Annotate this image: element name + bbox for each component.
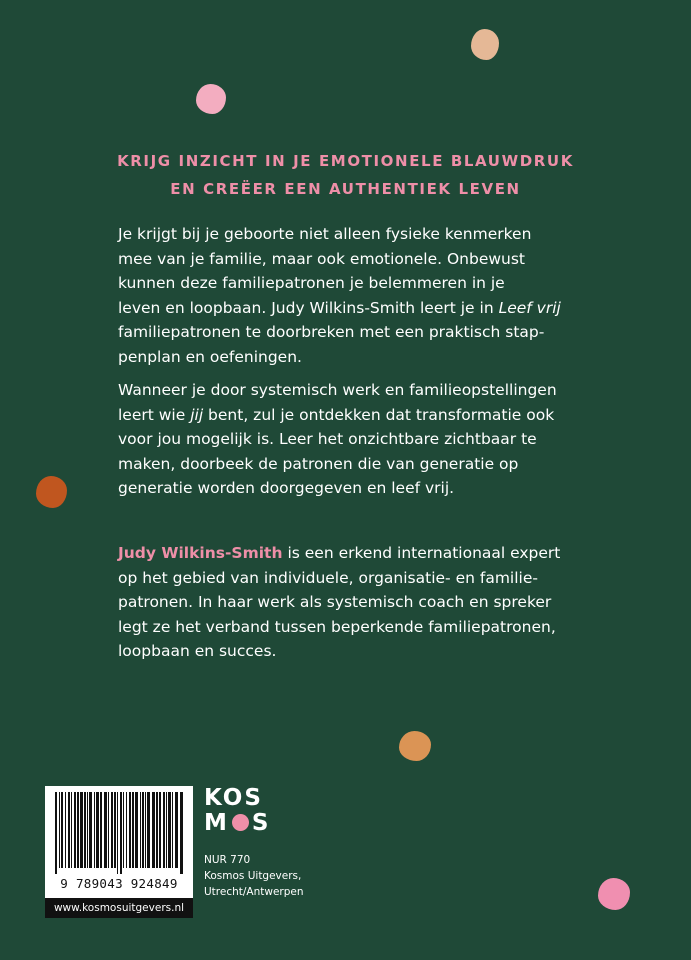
book-title-italic: Leef vrij [498,298,561,317]
barcode-bar [126,792,127,868]
barcode-bar [132,792,134,868]
blurb-1-line-4-text: leven en loopbaan. Judy Wilkins-Smith leert je in [118,298,499,317]
bio-line-2: op het gebied van individuele, organisatie- en familie- [118,568,538,587]
bio-line-1-rest: is een erkend internationaal expert [282,544,561,562]
blurb-1-line-4 [118,296,588,321]
barcode-bar [142,792,144,868]
barcode-bar [123,792,124,868]
blurb-2-line-2 [118,403,588,428]
blurb-2-italic-jij: jij [190,405,204,424]
barcode-bar [104,792,107,868]
bio-line-3: patronen. In haar werk als systemisch coach en spreker [118,593,552,611]
publisher-info [204,852,304,900]
nur-code: NUR 770 [204,854,251,866]
logo-line-2-m: M [204,810,229,836]
barcode-bar [156,792,158,868]
barcode-bar [94,792,95,868]
barcode-bar [168,792,171,868]
publisher-name: Kosmos Uitgevers, [204,870,302,882]
blurb-2-line-2-a: leert wie [118,405,191,424]
barcode-bar [59,792,60,868]
barcode-bar [117,792,118,874]
logo-dot-icon [232,814,249,831]
tagline-line-2: EN CREËER EEN AUTHENTIEK LEVEN [170,180,521,198]
logo-line-2 [204,811,270,836]
tagline [0,147,691,203]
barcode-bar [166,792,167,868]
barcode-bar [55,792,57,874]
pink-dot-decoration [196,84,226,114]
blurb-2-line-5: generatie worden doorgegeven en leef vrij. [118,479,455,497]
barcode-bar [84,792,86,868]
barcode-bar [163,792,165,868]
blurb-2-line-2-b: bent, zul je ontdekken dat transformatie ook [203,405,555,424]
logo-line-2-s: S [251,810,271,836]
barcode-bar [65,792,66,868]
barcode-bar [96,792,99,868]
barcode-bar [159,792,161,868]
kosmos-logo [204,786,270,836]
barcode-bar [135,792,138,868]
barcode-bar [172,792,173,868]
barcode-bar [175,792,178,868]
barcode-bar [111,792,113,868]
barcode-bar [114,792,116,868]
blurb-1-line-6: penplan en oefeningen. [118,347,302,366]
barcode-bar [180,792,183,874]
peach-dot-decoration [471,29,499,60]
barcode-bar [89,792,92,868]
blurb-paragraph-1 [118,222,588,369]
barcode-bar [80,792,83,868]
barcode-bar [147,792,150,868]
barcode [45,786,193,898]
barcode-bar [77,792,79,868]
publisher-website: www.kosmosuitgevers.nl [45,898,193,918]
barcode-bars [55,792,183,874]
blurb-1-line-1: Je krijgt bij je geboorte niet alleen fysieke kenmerken [118,225,532,243]
pink-dot-decoration-bottom [598,878,630,910]
barcode-bar [140,792,141,868]
barcode-bar [87,792,88,868]
isbn-number: 9 789043 924849 [60,876,178,891]
barcode-bar [61,792,63,868]
bio-line-4: legt ze het verband tussen beperkende familiepatronen, [118,617,556,636]
blurb-2-line-1: Wanneer je door systemisch werk en familieopstellingen [118,381,557,399]
author-bio [118,541,588,664]
barcode-bar [71,792,72,868]
blurb-paragraph-2 [118,378,588,501]
blurb-1-line-5: familiepatronen te doorbreken met een praktisch stap- [118,323,545,341]
barcode-bar [120,792,122,874]
publisher-city: Utrecht/Antwerpen [204,886,304,898]
tagline-line-1: KRIJG INZICHT IN JE EMOTIONELE BLAUWDRUK [117,152,574,170]
bio-line-1 [118,541,588,566]
barcode-bar [74,792,76,868]
blurb-2-line-4: maken, doorbeek de patronen die van generatie op [118,454,519,473]
blurb-1-line-3: kunnen deze familiepatronen je belemmeren in je [118,274,505,292]
rust-dot-decoration [36,476,67,508]
barcode-bar [145,792,146,868]
barcode-bar [68,792,70,868]
orange-dot-decoration [399,731,431,761]
barcode-bar [152,792,155,868]
barcode-bar [129,792,131,868]
logo-line-1: KOS [204,785,263,811]
blurb-2-line-3: voor jou mogelijk is. Leer het onzichtbare zichtbaar te [118,430,537,448]
barcode-bar [100,792,102,868]
bio-line-5: loopbaan en succes. [118,642,277,660]
barcode-bar [108,792,109,868]
author-name: Judy Wilkins-Smith [118,544,283,562]
blurb-1-line-2: mee van je familie, maar ook emotionele. Onbewust [118,249,526,268]
